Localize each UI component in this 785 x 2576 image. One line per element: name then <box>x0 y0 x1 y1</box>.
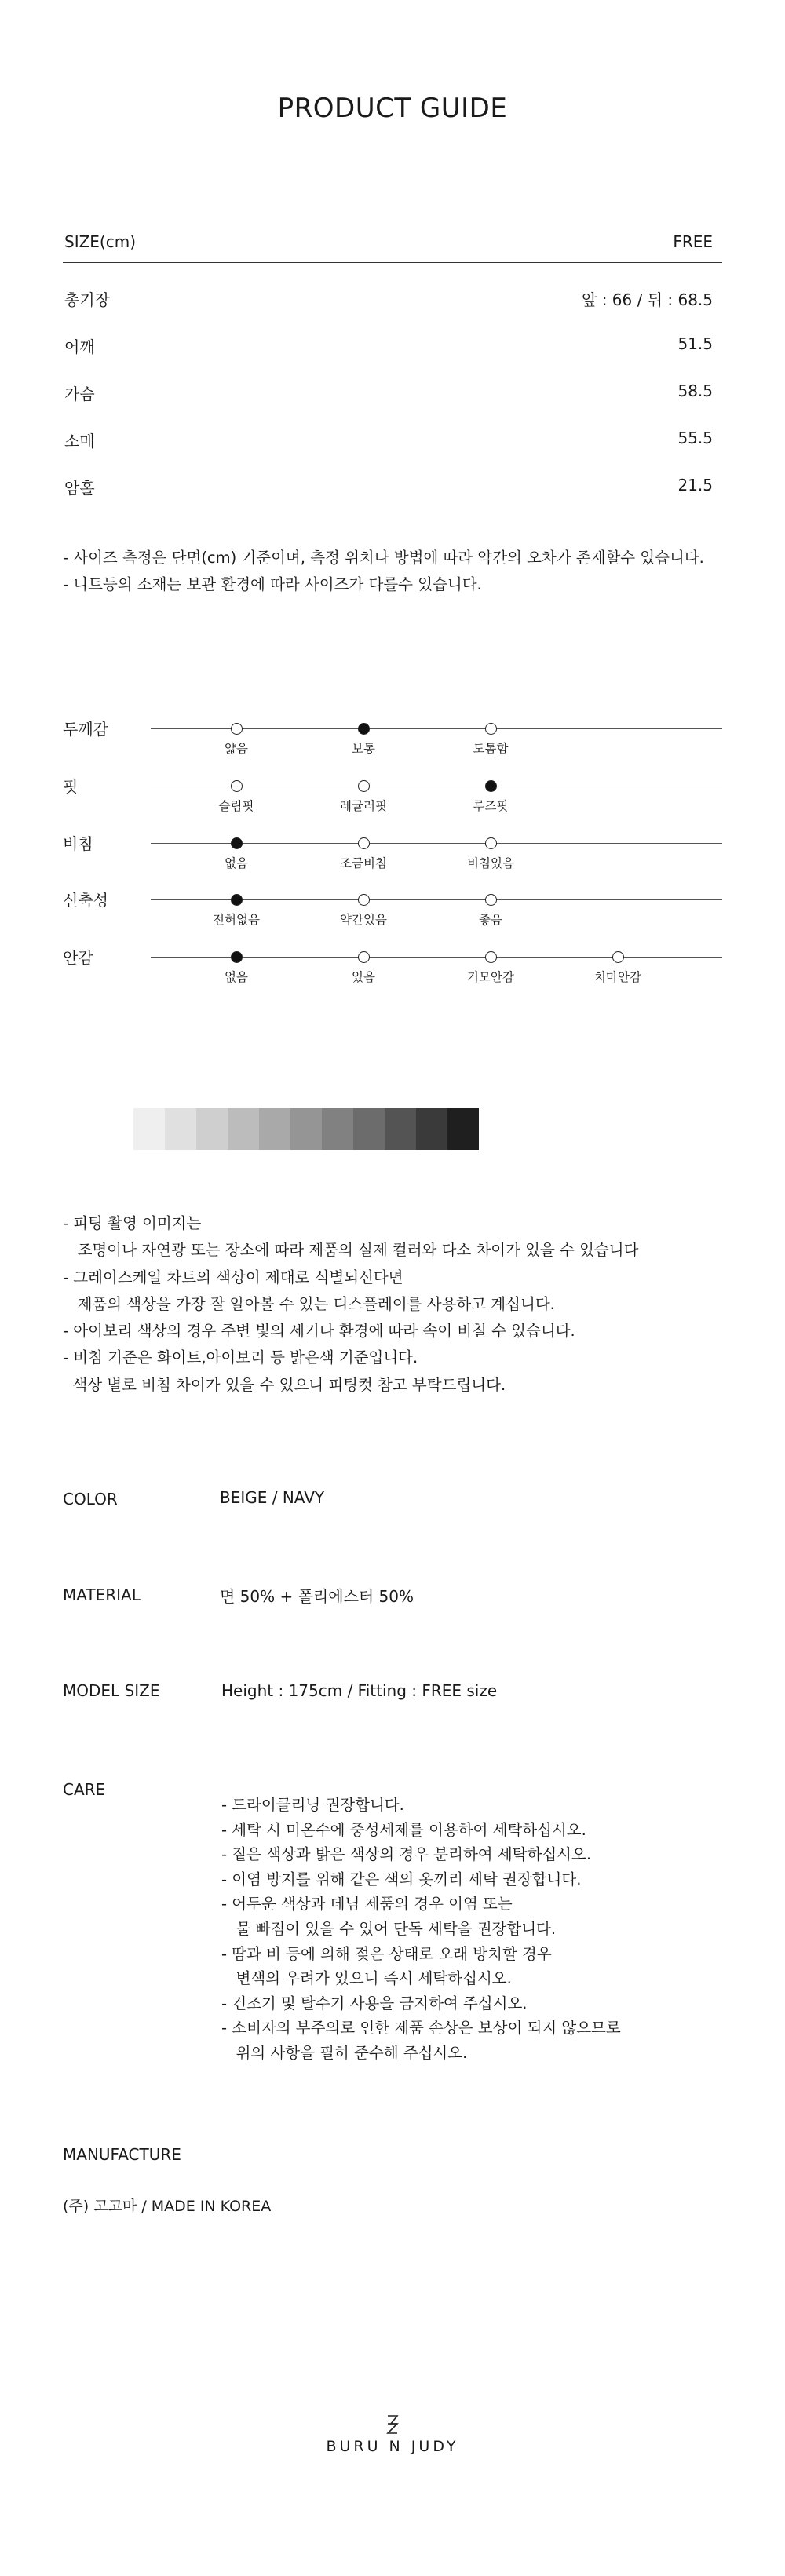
model-size-label: MODEL SIZE <box>63 1681 160 1700</box>
attribute-option-dot <box>485 894 497 906</box>
size-row-label: 암홀 <box>64 479 95 498</box>
grayscale-swatch <box>353 1108 385 1150</box>
attribute-option-label: 약간있음 <box>340 913 387 927</box>
size-row-label: 소매 <box>64 432 95 451</box>
care-label: CARE <box>63 1780 106 1799</box>
attribute-option-dot-selected <box>231 894 243 906</box>
size-row-label: 어깨 <box>64 338 95 356</box>
attribute-label: 두께감 <box>63 720 108 739</box>
attribute-option-dot <box>358 951 370 963</box>
attribute-option-label: 없음 <box>225 856 248 870</box>
care-instructions: - 드라이클리닝 권장합니다. - 세탁 시 미온수에 중성세제를 이용하여 세탁하십시오. - 짙은 색상과 밝은 색상의 경우 분리하여 세탁하십시오. - 이염 방지를 위해 같은 색의 옷끼리 세탁 권장합니다. - 어두운 색상과 데님 제품의 경우 이염 또는 물 빠짐이 있을 수 있어 단독 세탁을 권장합니다. - 땀과 비 등에 의해 젖은 상태로 오래 방치할 경우 변색의 우려가 있으니 즉시 세탁하십시오. - 건조기 및 탈수기 사용을 금지하여 주십시오. - 소비자의 부주의로 인한 제품 손상은 보상이 되지 않으므로 위의 사항을 필히 준수해 주십시오. <box>221 1796 621 2062</box>
attribute-option-dot <box>231 780 243 792</box>
size-row-label: 가슴 <box>64 385 95 403</box>
attribute-option-dot-selected <box>485 780 497 792</box>
attribute-option-label: 레귤러핏 <box>340 799 387 813</box>
attribute-option-dot <box>485 723 497 735</box>
grayscale-swatch <box>133 1108 165 1150</box>
size-row <box>63 429 722 460</box>
attribute-option-label: 기모안감 <box>467 970 514 984</box>
attribute-option-dot-selected <box>231 837 243 849</box>
attribute-label: 비침 <box>63 834 93 853</box>
size-row <box>63 381 722 413</box>
attribute-option-dot <box>485 837 497 849</box>
size-row <box>63 476 722 507</box>
attribute-option-dot-selected <box>358 723 370 735</box>
size-row-value: 58.5 <box>677 381 713 400</box>
attribute-option-label: 보통 <box>352 742 375 756</box>
brand-logo-icon <box>382 2414 403 2435</box>
attribute-option-dot <box>358 837 370 849</box>
attribute-option-label: 얇음 <box>225 742 248 756</box>
size-row-value: 55.5 <box>677 429 713 447</box>
material-label: MATERIAL <box>63 1585 141 1604</box>
attribute-option-dot-selected <box>231 951 243 963</box>
attribute-option-label: 좋음 <box>479 913 502 927</box>
attribute-label: 신축성 <box>63 891 108 910</box>
grayscale-swatch <box>196 1108 228 1150</box>
attribute-label: 안감 <box>63 948 93 967</box>
attribute-option-label: 없음 <box>225 970 248 984</box>
size-row-value: 51.5 <box>677 334 713 353</box>
model-size-value: Height : 175cm / Fitting : FREE size <box>221 1681 498 1700</box>
attribute-option-label: 조금비침 <box>340 856 387 870</box>
size-row <box>63 334 722 366</box>
grayscale-swatch <box>228 1108 259 1150</box>
attribute-option-dot <box>231 723 243 735</box>
grayscale-swatch <box>385 1108 416 1150</box>
attribute-option-label: 전혀없음 <box>213 913 260 927</box>
manufacture-label: MANUFACTURE <box>63 2145 181 2164</box>
attribute-option-dot <box>485 951 497 963</box>
attribute-option-label: 있음 <box>352 970 375 984</box>
manufacture-value: (주) 고고마 / MADE IN KOREA <box>63 2198 272 2215</box>
attribute-option-dot <box>358 780 370 792</box>
size-row-value: 21.5 <box>677 476 713 494</box>
attribute-option-label: 비침있음 <box>467 856 514 870</box>
grayscale-swatch <box>416 1108 447 1150</box>
attribute-label: 핏 <box>63 777 78 796</box>
size-row-label: 총기장 <box>64 290 110 309</box>
brand-name: BURU N JUDY <box>326 2438 459 2455</box>
fitting-notes: - 피팅 촬영 이미지는 조명이나 자연광 또는 장소에 따라 제품의 실제 컬러와 다소 차이가 있을 수 있습니다 - 그레이스케일 차트의 색상이 제대로 식별되신다면 제품의 색상을 가장 잘 알아볼 수 있는 디스플레이를 사용하고 계십니다. - 아이보리 색상의 경우 주변 빛의 세기나 환경에 따라 속이 비칠 수 있습니다. - 비침 기준은 화이트,아이보리 등 밝은색 기준입니다. 색상 별로 비침 차이가 있을 수 있으니 피팅컷 참고 부탁드립니다. <box>63 1214 639 1394</box>
grayscale-swatch <box>322 1108 353 1150</box>
page-title: PRODUCT GUIDE <box>277 93 508 124</box>
grayscale-swatch <box>259 1108 290 1150</box>
grayscale-swatch <box>447 1108 479 1150</box>
size-header-value: FREE <box>673 232 713 251</box>
attribute-option-label: 도톰함 <box>473 742 509 756</box>
material-value: 면 50% + 폴리에스터 50% <box>220 1587 414 1606</box>
attribute-option-label: 루즈핏 <box>473 799 509 813</box>
size-row <box>63 287 722 319</box>
color-value: BEIGE / NAVY <box>220 1488 325 1507</box>
size-header-label: SIZE(cm) <box>64 232 137 251</box>
grayscale-swatch <box>290 1108 322 1150</box>
attribute-option-label: 치마안감 <box>594 970 641 984</box>
attribute-option-label: 슬림핏 <box>218 799 254 813</box>
size-row-value: 앞 : 66 / 뒤 : 68.5 <box>582 290 713 309</box>
size-notes: - 사이즈 측정은 단면(cm) 기준이며, 측정 위치나 방법에 따라 약간의 오차가 존재할수 있습니다. - 니트등의 소재는 보관 환경에 따라 사이즈가 다를수 있습니다. <box>63 549 704 593</box>
size-table-header <box>63 229 722 263</box>
attribute-option-dot <box>612 951 624 963</box>
grayscale-swatch <box>165 1108 196 1150</box>
color-label: COLOR <box>63 1490 118 1509</box>
attribute-option-dot <box>358 894 370 906</box>
